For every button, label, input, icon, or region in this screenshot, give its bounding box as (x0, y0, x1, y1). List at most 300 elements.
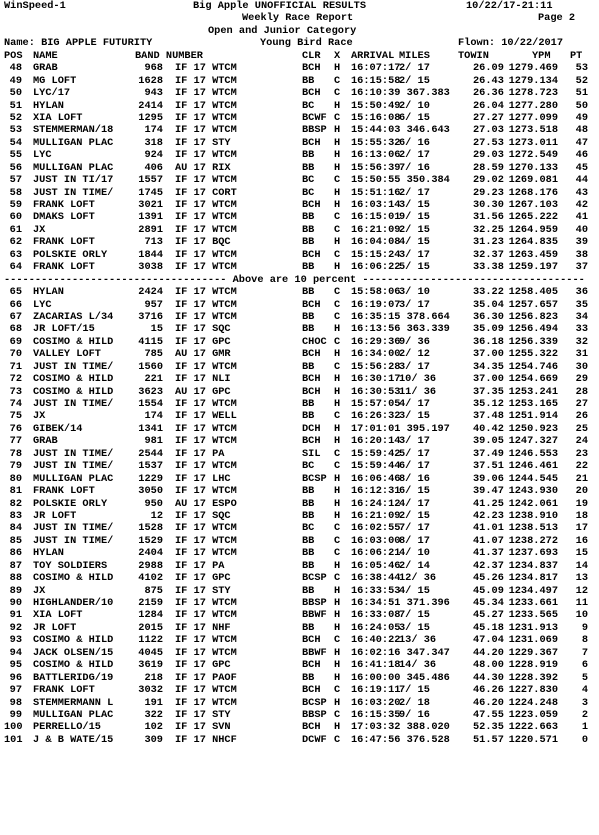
cell-band: 875 (144, 584, 163, 597)
cell-color: CHOC (302, 335, 327, 348)
cell-color: BB (302, 261, 315, 274)
result-row (0, 62, 599, 74)
col-pos: POS (4, 49, 23, 62)
cell-flier-name: HYLAN (33, 99, 64, 112)
cell-arrival: 16:34:51 371.396 (351, 597, 450, 609)
column-header-row (0, 50, 599, 62)
cell-towin: 34.35 (473, 360, 504, 373)
cell-ypm: 1277.280 (508, 99, 558, 112)
cell-band-series: IF 17 WTCM (175, 609, 237, 622)
cell-color: BB (302, 671, 315, 684)
cell-pos: 81 (9, 485, 22, 498)
cell-band-series: IF 17 CORT (175, 186, 237, 199)
cell-band: 2988 (138, 559, 163, 572)
cell-sex: H (334, 136, 341, 149)
result-row (0, 585, 599, 597)
cell-flier-name: MULLIGAN PLAC (33, 136, 114, 149)
cell-arrival: 16:13:56 363.339 (351, 323, 450, 336)
cell-band-series: IF 17 WTCM (175, 87, 237, 100)
cell-towin: 45.27 (473, 609, 504, 622)
cell-pos: 51 (9, 99, 22, 112)
cell-color: BB (302, 236, 315, 249)
cell-towin: 45.26 (473, 572, 504, 585)
cell-color: BCH (302, 634, 321, 647)
result-row (0, 734, 599, 746)
cell-band: 1284 (138, 609, 163, 622)
cell-towin: 30.30 (473, 199, 504, 211)
cell-color: BCSP (302, 696, 327, 709)
cell-points: 35 (575, 298, 588, 311)
cell-ypm: 1224.248 (508, 696, 558, 709)
result-row (0, 498, 599, 510)
cell-miles: 9/ 16 (399, 708, 430, 721)
cell-points: 44 (575, 174, 588, 187)
cell-color: BCSP (302, 472, 327, 485)
cell-pos: 97 (9, 684, 22, 697)
cell-pos: 87 (9, 559, 22, 572)
cell-ypm: 1253.241 (508, 385, 558, 398)
cell-points: 41 (575, 211, 588, 224)
cell-pos: 63 (9, 248, 22, 261)
cell-color: BB (302, 534, 315, 547)
cell-points: 15 (575, 547, 588, 560)
cell-band: 3623 (138, 385, 163, 398)
cell-flier-name: FRANK LOFT (33, 261, 95, 274)
cell-miles: 2/ 17 (399, 62, 430, 75)
cell-towin: 35.12 (473, 398, 504, 410)
cell-band: 1844 (138, 248, 163, 261)
cell-pos: 64 (9, 261, 22, 274)
cell-color: BCSP (302, 572, 327, 585)
cell-ypm: 1227.830 (508, 684, 558, 697)
cell-arrival: 16:12:31 (351, 485, 401, 498)
cell-points: 2 (581, 708, 588, 721)
cell-sex: H (334, 696, 341, 709)
cell-band: 318 (144, 136, 163, 149)
cell-band-series: IF 17 WTCM (175, 99, 237, 112)
cell-band-series: IF 17 WTCM (175, 422, 237, 435)
result-row (0, 522, 599, 534)
cell-color: BB (302, 360, 315, 373)
cell-ypm: 1269.081 (508, 174, 558, 187)
cell-sex: C (334, 447, 341, 460)
cell-points: 33 (575, 323, 588, 336)
cell-arrival: 16:05:46 (351, 559, 401, 572)
cell-flier-name: TOY SOLDIERS (33, 559, 108, 572)
cell-arrival: 16:33:53 (351, 584, 401, 597)
cell-band: 2159 (138, 597, 163, 609)
result-row (0, 261, 599, 273)
cell-color: BCH (302, 684, 321, 697)
cell-flier-name: MULLIGAN PLAC (33, 472, 114, 485)
result-row (0, 149, 599, 161)
cell-color: BB (302, 497, 315, 510)
cell-band-series: IF 17 WTCM (175, 485, 237, 498)
cell-band: 1560 (138, 360, 163, 373)
cell-miles: 4/ 15 (399, 236, 430, 249)
cell-towin: 29.23 (473, 186, 504, 199)
cell-band-series: IF 17 WTCM (175, 634, 237, 647)
cell-band-series: IF 17 WTCM (175, 522, 237, 535)
cell-band-series: AU 17 GMR (175, 348, 231, 361)
cell-points: 43 (575, 186, 588, 199)
cell-band: 713 (144, 236, 163, 249)
cell-sex: C (334, 223, 341, 236)
cell-flier-name: DMAKS LOFT (33, 211, 95, 224)
cell-band-series: IF 17 BQC (175, 236, 231, 249)
cell-ypm: 1265.222 (508, 211, 558, 224)
cell-arrival: 16:24:12 (351, 497, 401, 510)
cell-pos: 93 (9, 634, 22, 647)
cell-arrival: 16:19:11 (351, 684, 401, 697)
cell-towin: 44.30 (473, 671, 504, 684)
cell-miles: 3/ 17 (399, 360, 430, 373)
cell-band: 4115 (138, 335, 163, 348)
cell-ypm: 1231.913 (508, 621, 558, 634)
cell-band: 4102 (138, 572, 163, 585)
cell-pos: 53 (9, 124, 22, 137)
cell-points: 48 (575, 124, 588, 137)
cell-color: DCH (302, 422, 321, 435)
cell-towin: 40.42 (473, 422, 504, 435)
cell-ypm: 1270.133 (508, 161, 558, 174)
cell-pos: 57 (9, 174, 22, 187)
cell-sex: C (334, 111, 341, 124)
cell-miles: 8/ 16 (399, 472, 430, 485)
cell-color: BCH (302, 659, 321, 672)
cell-ypm: 1254.669 (508, 373, 558, 386)
cell-band: 2891 (138, 223, 163, 236)
cell-band-series: IF 17 WTCM (175, 646, 237, 659)
cell-pos: 83 (9, 509, 22, 522)
cell-towin: 35.04 (473, 298, 504, 311)
cell-ypm: 1238.272 (508, 534, 558, 547)
cell-band-series: IF 17 SVN (175, 721, 231, 734)
cell-arrival: 16:02:55 (351, 522, 401, 535)
cell-ypm: 1220.571 (508, 733, 558, 746)
cell-sex: C (334, 74, 341, 87)
cell-pos: 68 (9, 323, 22, 336)
cell-miles: 2/ 18 (399, 696, 430, 709)
cell-points: 29 (575, 373, 588, 386)
result-row (0, 137, 599, 149)
cell-sex: H (334, 646, 341, 659)
cell-pos: 79 (9, 460, 22, 473)
cell-towin: 32.37 (473, 248, 504, 261)
cell-ypm: 1256.494 (508, 323, 558, 336)
cell-points: 34 (575, 310, 588, 323)
cell-color: BC (302, 174, 315, 187)
header-line-3 (0, 25, 599, 37)
cell-band-series: IF 17 NHF (175, 621, 231, 634)
cell-band: 1391 (138, 211, 163, 224)
cell-arrival: 16:41:18 (351, 659, 401, 672)
cell-flier-name: LYC (33, 298, 52, 311)
cell-arrival: 16:15:35 (351, 708, 401, 721)
cell-sex: H (334, 509, 341, 522)
cell-towin: 45.18 (473, 621, 504, 634)
result-row (0, 572, 599, 584)
cell-pos: 77 (9, 435, 22, 448)
cell-points: 9 (581, 621, 588, 634)
cell-flier-name: COSIMO & HILD (33, 385, 114, 398)
cell-arrival: 16:10:39 367.383 (351, 87, 450, 100)
cell-flier-name: COSIMO & HILD (33, 659, 114, 672)
cell-sex: C (334, 572, 341, 585)
result-row (0, 75, 599, 87)
cell-band: 406 (144, 161, 163, 174)
cell-ypm: 1256.823 (508, 310, 558, 323)
cell-flier-name: JX (33, 410, 46, 423)
cell-miles: 4/ 10 (399, 547, 430, 560)
cell-arrival: 16:47:56 376.528 (351, 733, 450, 746)
cell-towin: 41.01 (473, 522, 504, 535)
cell-band-series: IF 17 WTCM (175, 248, 237, 261)
result-row (0, 236, 599, 248)
cell-band-series: IF 17 SQC (175, 323, 231, 336)
cell-flier-name: JUST IN TI/17 (33, 174, 114, 187)
cell-pos: 101 (4, 733, 23, 746)
cell-arrival: 15:55:32 (351, 136, 401, 149)
cell-towin: 26.09 (473, 62, 504, 75)
cell-sex: H (334, 261, 341, 274)
race-type: Young Bird Race (260, 37, 353, 50)
cell-pos: 69 (9, 335, 22, 348)
result-row (0, 112, 599, 124)
cell-miles: 9/ 36 (399, 335, 430, 348)
result-row (0, 100, 599, 112)
result-row (0, 398, 599, 410)
result-row (0, 709, 599, 721)
cell-color: BB (302, 74, 315, 87)
cell-miles: 2/ 10 (399, 99, 430, 112)
cell-towin: 41.25 (473, 497, 504, 510)
cell-points: 52 (575, 74, 588, 87)
cell-ypm: 1247.327 (508, 435, 558, 448)
cell-ypm: 1257.657 (508, 298, 558, 311)
result-row (0, 510, 599, 522)
cell-points: 28 (575, 385, 588, 398)
cell-points: 40 (575, 223, 588, 236)
cell-miles: 2/ 15 (399, 223, 430, 236)
cell-miles: 2/ 14 (399, 559, 430, 572)
cell-color: BCH (302, 199, 321, 211)
cell-color: BC (302, 99, 315, 112)
cell-color: BB (302, 323, 315, 336)
cell-flier-name: JR LOFT/15 (33, 323, 95, 336)
cell-points: 0 (581, 733, 588, 746)
cell-towin: 41.37 (473, 547, 504, 560)
cell-arrival: 16:07:17 (351, 62, 401, 75)
cell-miles: 2/ 17 (399, 186, 430, 199)
cell-ypm: 1277.099 (508, 111, 558, 124)
cell-ypm: 1228.919 (508, 659, 558, 672)
cell-band-series: IF 17 WTCM (175, 534, 237, 547)
cell-ypm: 1233.661 (508, 597, 558, 609)
cell-points: 3 (581, 696, 588, 709)
cell-flier-name: POLSKIE ORLY (33, 497, 108, 510)
cell-color: BB (302, 547, 315, 560)
cell-points: 45 (575, 161, 588, 174)
cell-towin: 42.23 (473, 509, 504, 522)
cell-pos: 73 (9, 385, 22, 398)
cell-arrival: 16:33:08 (351, 609, 401, 622)
cell-miles: 3/ 15 (399, 199, 430, 211)
cell-points: 27 (575, 398, 588, 410)
header-line-1 (0, 0, 599, 12)
cell-flier-name: JUST IN TIME/ (33, 522, 114, 535)
cell-arrival: 15:59:42 (351, 447, 401, 460)
cell-band: 2424 (138, 286, 163, 299)
cell-miles: 6/ 15 (399, 111, 430, 124)
report-title: Big Apple UNOFFICIAL RESULTS (193, 0, 367, 12)
cell-miles: 7/ 15 (399, 609, 430, 622)
cell-band: 1229 (138, 472, 163, 485)
cell-points: 39 (575, 236, 588, 249)
cell-flier-name: JR LOFT (33, 621, 77, 634)
cell-towin: 39.06 (473, 472, 504, 485)
category-label: Open and Junior Category (208, 24, 357, 37)
cell-pos: 85 (9, 534, 22, 547)
cell-miles: 2/ 12 (399, 348, 430, 361)
cell-arrival: 15:44:03 346.643 (351, 124, 450, 137)
cell-sex: H (334, 124, 341, 137)
ten-percent-divider-row (0, 274, 599, 286)
cell-towin: 28.59 (473, 161, 504, 174)
cell-towin: 29.02 (473, 174, 504, 187)
cell-sex: H (334, 609, 341, 622)
result-row (0, 249, 599, 261)
cell-pos: 49 (9, 74, 22, 87)
cell-color: BBSP (302, 708, 327, 721)
cell-pos: 89 (9, 584, 22, 597)
cell-arrival: 16:35:15 378.664 (351, 310, 450, 323)
cell-flier-name: JUST IN TIME/ (33, 534, 114, 547)
cell-band-series: IF 17 GPC (175, 335, 231, 348)
cell-towin: 26.04 (473, 99, 504, 112)
cell-pos: 90 (9, 597, 22, 609)
cell-pos: 95 (9, 659, 22, 672)
cell-arrival: 16:26:32 (351, 410, 401, 423)
cell-ypm: 1279.469 (508, 62, 558, 75)
cell-flier-name: GRAB (33, 435, 58, 448)
cell-sex: H (334, 373, 341, 386)
cell-band: 191 (144, 696, 163, 709)
cell-sex: C (334, 460, 341, 473)
cell-band-series: AU 17 GPC (175, 385, 231, 398)
cell-pos: 78 (9, 447, 22, 460)
cell-arrival: 15:15:24 (351, 248, 401, 261)
cell-color: BCH (302, 721, 321, 734)
cell-towin: 31.23 (473, 236, 504, 249)
cell-color: BB (302, 621, 315, 634)
result-row (0, 597, 599, 609)
cell-arrival: 15:51:16 (351, 186, 401, 199)
cell-flier-name: LYC/17 (33, 87, 71, 100)
cell-pos: 60 (9, 211, 22, 224)
cell-sex: H (334, 559, 341, 572)
cell-color: BCH (302, 385, 321, 398)
cell-arrival: 16:21:09 (351, 223, 401, 236)
cell-pos: 62 (9, 236, 22, 249)
cell-band: 309 (144, 733, 163, 746)
cell-arrival: 16:21:09 (351, 509, 401, 522)
cell-color: BB (302, 398, 315, 410)
cell-sex: H (334, 671, 341, 684)
cell-ypm: 1259.197 (508, 261, 558, 274)
cell-band-series: IF 17 PA (175, 447, 225, 460)
cell-points: 4 (581, 684, 588, 697)
cell-arrival: 16:40:22 (351, 634, 401, 647)
result-row (0, 547, 599, 559)
cell-miles: 5/ 15 (399, 261, 430, 274)
ten-percent-divider: ------------------------------------ Above are 10 percent ------------------------------------ (4, 273, 585, 286)
result-row (0, 124, 599, 136)
cell-color: BBWF (302, 646, 327, 659)
cell-color: BCH (302, 348, 321, 361)
cell-arrival: 16:19:07 (351, 298, 401, 311)
cell-sex: C (334, 360, 341, 373)
cell-ypm: 1267.103 (508, 199, 558, 211)
cell-miles: 5/ 17 (399, 447, 430, 460)
cell-band: 950 (144, 497, 163, 510)
cell-color: BB (302, 149, 315, 162)
cell-band-series: IF 17 WTCM (175, 360, 237, 373)
cell-sex: C (334, 335, 341, 348)
cell-flier-name: FRANK LOFT (33, 485, 95, 498)
cell-flier-name: MG LOFT (33, 74, 77, 87)
cell-band: 3021 (138, 199, 163, 211)
cell-band-series: IF 17 STY (175, 584, 231, 597)
col-clr: CLR (302, 49, 321, 62)
cell-band: 4045 (138, 646, 163, 659)
cell-arrival: 15:58:06 (351, 286, 401, 299)
cell-sex: H (334, 621, 341, 634)
cell-sex: H (334, 385, 341, 398)
cell-points: 31 (575, 348, 588, 361)
cell-flier-name: JUST IN TIME/ (33, 398, 114, 410)
cell-color: BB (302, 161, 315, 174)
cell-sex: C (334, 87, 341, 100)
cell-color: BB (302, 310, 315, 323)
cell-points: 20 (575, 485, 588, 498)
cell-miles: 2/ 17 (399, 149, 430, 162)
cell-band-series: IF 17 WTCM (175, 149, 237, 162)
cell-band: 2414 (138, 99, 163, 112)
cell-miles: 7/ 16 (399, 161, 430, 174)
result-row (0, 435, 599, 447)
cell-towin: 29.03 (473, 149, 504, 162)
cell-band: 1554 (138, 398, 163, 410)
cell-flier-name: JUST IN TIME/ (33, 460, 114, 473)
cell-color: BB (302, 286, 315, 299)
cell-ypm: 1233.565 (508, 609, 558, 622)
cell-flier-name: COSIMO & HILD (33, 373, 114, 386)
cell-band: 3038 (138, 261, 163, 274)
cell-pos: 48 (9, 62, 22, 75)
cell-towin: 39.05 (473, 435, 504, 448)
result-row (0, 286, 599, 298)
cell-sex: C (334, 522, 341, 535)
result-row (0, 485, 599, 497)
cell-ypm: 1253.165 (508, 398, 558, 410)
cell-band: 1745 (138, 186, 163, 199)
cell-towin: 39.47 (473, 485, 504, 498)
cell-arrival: 16:24:05 (351, 621, 401, 634)
result-row (0, 560, 599, 572)
cell-sex: H (334, 149, 341, 162)
cell-sex: C (334, 410, 341, 423)
